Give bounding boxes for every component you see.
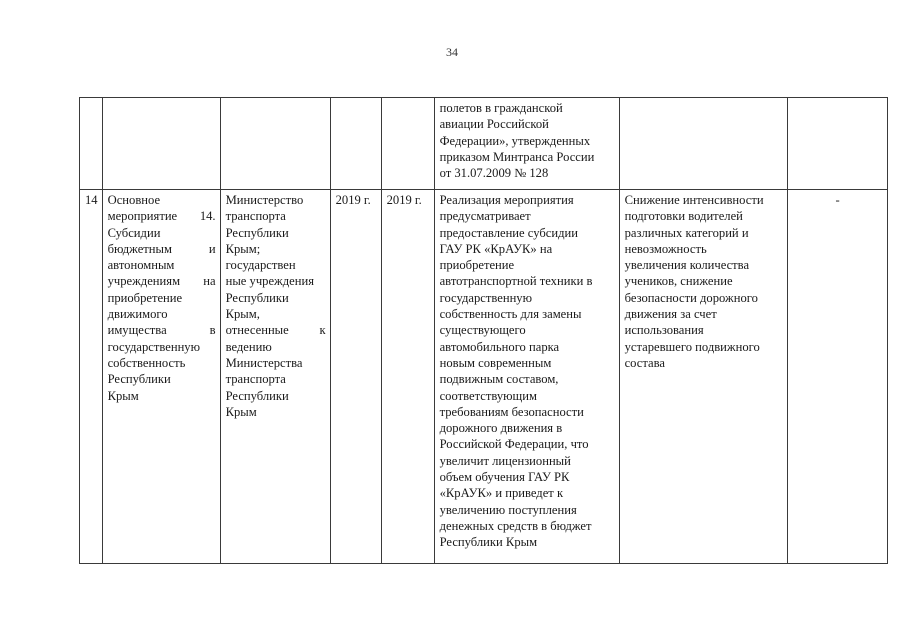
- cell-measure: [102, 190, 220, 564]
- cell-num: [80, 98, 103, 190]
- measure-line: государственную: [107, 339, 201, 354]
- consequences-line: Снижение интенсивности: [624, 193, 764, 207]
- cell-result: [434, 190, 619, 564]
- result-line: подвижным составом,: [439, 372, 559, 387]
- cell-link: [787, 98, 887, 190]
- executor-line: отнесенные к: [225, 323, 326, 338]
- measure-line: собственность: [107, 355, 186, 370]
- result-line: увеличит лицензионный: [439, 453, 571, 468]
- cell-num: 14: [80, 190, 103, 564]
- measures-table: [79, 97, 888, 564]
- measure-line: мероприятие 14.: [107, 209, 216, 224]
- result-line: предоставление субсидии: [439, 225, 578, 240]
- cell-end-date: [381, 98, 434, 190]
- consequences-line: учеников, снижение: [624, 274, 733, 289]
- executor-line: транспорта: [225, 372, 286, 387]
- executor-line: Крым: [225, 404, 257, 419]
- consequences-line: устаревшего подвижного: [624, 339, 760, 354]
- result-line: требованиям безопасности: [439, 404, 584, 419]
- table-row-14: [80, 190, 888, 564]
- result-line: ГАУ РК «КрАУК» на: [439, 241, 553, 256]
- consequences-line: использования: [624, 323, 704, 338]
- result-line: Реализация мероприятия: [439, 193, 574, 207]
- measure-line: Субсидии: [107, 225, 161, 240]
- cell-consequences: [619, 98, 787, 190]
- result-line: приказом Минтранса России: [439, 149, 595, 164]
- executor-line: транспорта: [225, 209, 286, 224]
- result-line: автотранспортной техники в: [439, 274, 593, 289]
- result-line: авиации Российской: [439, 117, 549, 132]
- result-line: денежных средств в бюджет: [439, 518, 592, 533]
- executor-line: Крым;: [225, 241, 261, 256]
- measure-line: Основное: [107, 193, 161, 207]
- cell-start-date: [330, 98, 381, 190]
- consequences-line: безопасности дорожного: [624, 290, 758, 305]
- executor-line: Республики: [225, 290, 289, 305]
- measure-line: бюджетным и: [107, 241, 216, 256]
- executor-line: Республики: [225, 225, 289, 240]
- page-number: 34: [446, 45, 458, 59]
- result-line: Республики Крым: [439, 535, 538, 550]
- measure-line: приобретение: [107, 290, 183, 305]
- result-line: полетов в гражданской: [439, 101, 563, 115]
- result-line: автомобильного парка: [439, 339, 560, 354]
- result-line: дорожного движения в: [439, 421, 563, 436]
- consequences-line: движения за счет: [624, 307, 717, 322]
- executor-line: Республики: [225, 388, 289, 403]
- executor-line: Крым,: [225, 307, 260, 322]
- cell-consequences: [619, 190, 787, 564]
- measure-line: имущества в: [107, 323, 216, 338]
- result-line: объем обучения ГАУ РК: [439, 470, 570, 485]
- measure-line: учреждениям на: [107, 274, 216, 289]
- result-line: увеличению поступления: [439, 502, 577, 517]
- measure-line: автономным: [107, 258, 175, 273]
- measure-line: Крым: [107, 388, 139, 403]
- executor-line: государствен: [225, 258, 296, 273]
- consequences-line: различных категорий и: [624, 225, 749, 240]
- consequences-line: состава: [624, 355, 666, 370]
- cell-start-date: 2019 г.: [330, 190, 381, 564]
- executor-line: ведению: [225, 339, 272, 354]
- cell-end-date: 2019 г.: [381, 190, 434, 564]
- result-line: государственную: [439, 290, 533, 305]
- consequences-line: подготовки водителей: [624, 209, 743, 224]
- result-line: «КрАУК» и приведет к: [439, 486, 564, 501]
- measure-line: Республики: [107, 372, 171, 387]
- cell-measure: [102, 98, 220, 190]
- cell-executor: [220, 98, 330, 190]
- cell-executor: [220, 190, 330, 564]
- result-line: новым современным: [439, 355, 552, 370]
- measure-line: движимого: [107, 307, 168, 322]
- result-line: соответствующим: [439, 388, 537, 403]
- table-row-continued: [80, 98, 888, 190]
- executor-line: Министерство: [225, 193, 304, 207]
- executor-line: Министерства: [225, 355, 303, 370]
- result-line: собственность для замены: [439, 307, 582, 322]
- result-line: предусматривает: [439, 209, 531, 224]
- cell-result: [434, 98, 619, 190]
- consequences-line: увеличения количества: [624, 258, 750, 273]
- executor-line: ные учреждения: [225, 274, 315, 289]
- result-line: существующего: [439, 323, 526, 338]
- result-line: приобретение: [439, 258, 515, 273]
- consequences-line: невозможность: [624, 241, 707, 256]
- cell-link: -: [787, 190, 887, 564]
- result-line: Федерации», утвержденных: [439, 133, 591, 148]
- result-line: Российской Федерации, что: [439, 437, 589, 452]
- result-line: от 31.07.2009 № 128: [439, 166, 549, 181]
